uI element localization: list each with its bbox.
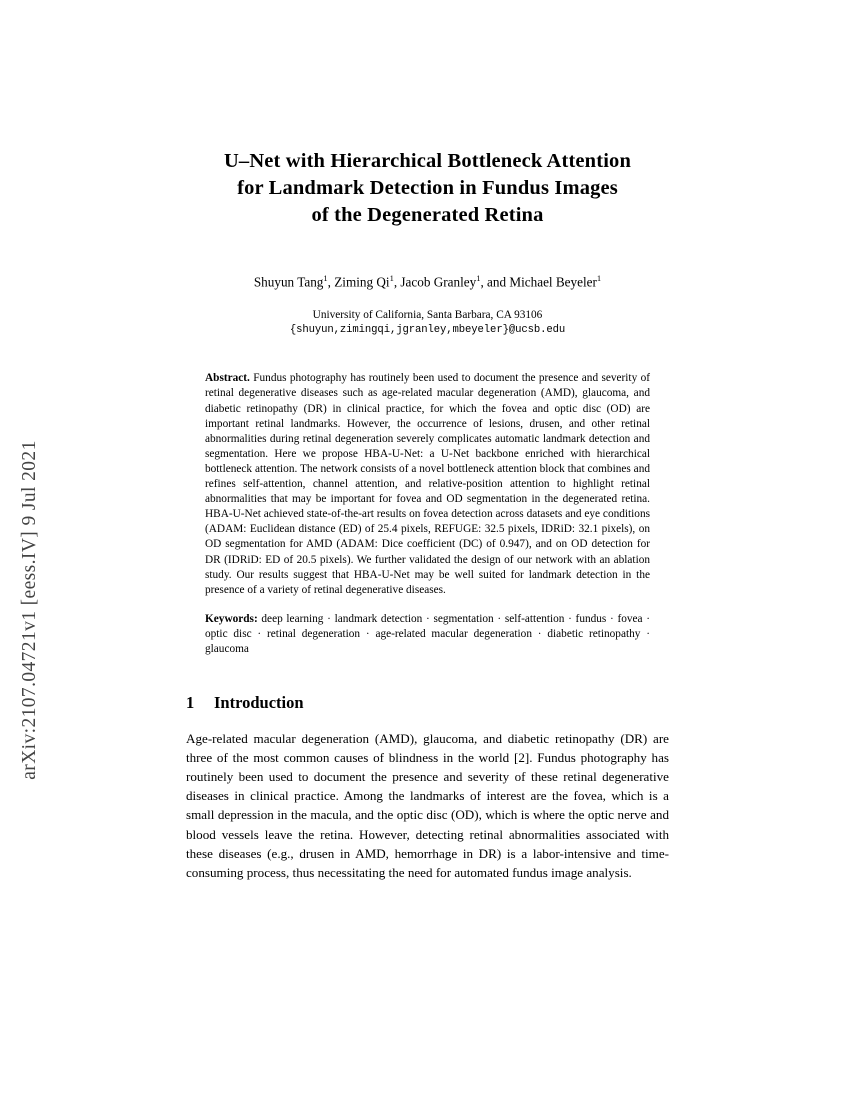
keywords-heading: Keywords:	[205, 612, 258, 625]
author-4-affil-marker: 1	[596, 273, 602, 283]
author-2: , Ziming Qi	[327, 274, 390, 290]
arxiv-identifier-text: arXiv:2107.04721v1 [eess.IV] 9 Jul 2021	[19, 440, 40, 780]
affiliation-text: University of California, Santa Barbara, CA 93106	[312, 309, 543, 322]
introduction-paragraph: Age-related macular degeneration (AMD), glaucoma, and diabetic retinopathy (DR) are three of the most common causes of blindness in the world [2]. Fundus photography has routinely been used to document the presence and severity of these retinal degenerative diseases in clinical practice. Among the landmarks of interest are the fovea, which is a small depression in the macula, and the optic disc (OD), which is where the optic nerve and blood vessels leave the retina. However, detecting retinal abnormalities associated with these diseases (e.g., drusen in AMD, hemorrhage in DR) is a labor-intensive and time-consuming process, thus necessitating the need for automated fundus image analysis.	[186, 731, 669, 880]
contact-email: {shuyun,zimingqi,jgranley,mbeyeler}@ucsb.edu	[289, 324, 566, 337]
title-line-3: of the Degenerated Retina	[311, 204, 544, 226]
arxiv-identifier-stamp	[0, 0, 60, 1100]
abstract-heading: Abstract.	[205, 372, 250, 385]
author-1-affil-marker: 1	[323, 273, 328, 283]
title-line-1: U–Net with Hierarchical Bottleneck Attention	[223, 150, 632, 172]
keywords-block	[186, 612, 669, 657]
abstract-block	[186, 371, 669, 597]
author-list	[186, 269, 669, 291]
author-3-affil-marker: 1	[476, 273, 481, 283]
paper-content	[186, 148, 669, 895]
author-2-affil-marker: 1	[389, 273, 394, 283]
section-heading-introduction	[186, 693, 669, 713]
page-title	[186, 148, 669, 229]
author-1: Shuyun Tang	[253, 274, 324, 290]
keywords-text: deep learning · landmark detection · segmentation · self-attention · fundus · fovea · optic disc · retinal degeneration · age-related macular degeneration · diabetic retinopathy · glaucoma	[205, 612, 650, 655]
abstract-text: Fundus photography has routinely been used to document the presence and severity of retinal degenerative diseases such as age-related macular degeneration (AMD), glaucoma, and diabetic retinopathy (DR) in clinical practice, for which the fovea and optic disc (OD) are important retinal landmarks. However, the occurrence of lesions, drusen, and other retinal abnormalities during retinal degeneration severely complicates automatic landmark detection and segmentation. Here we propose HBA-U-Net: a U-Net backbone enriched with hierarchical bottleneck attention. The network consists of a novel bottleneck attention block that combines and refines self-attention, channel attention, and relative-position attention to highlight retinal abnormalities that may be important for fovea and OD segmentation in the degenerated retina. HBA-U-Net achieved state-of-the-art results on fovea detection across datasets and eye conditions (ADAM: Euclidean distance (ED) of 25.4 pixels, REFUGE: 32.5 pixels, IDRiD: 32.1 pixels), on OD segmentation for AMD (ADAM: Dice coefficient (DC) of 0.947), and on OD detection for DR (IDRiD: ED of 20.5 pixels). We further validated the design of our network with an ablation study. Our results suggest that HBA-U-Net may be well suited for landmark detection in the presence of a variety of retinal degenerative diseases.	[205, 372, 650, 596]
section-number: 1	[186, 693, 195, 713]
section-title: Introduction	[214, 693, 304, 713]
author-3: , Jacob Granley	[393, 274, 477, 290]
author-4: , and Michael Beyeler	[480, 274, 597, 290]
affiliation-block	[186, 308, 669, 338]
title-line-2: for Landmark Detection in Fundus Images	[237, 177, 618, 199]
